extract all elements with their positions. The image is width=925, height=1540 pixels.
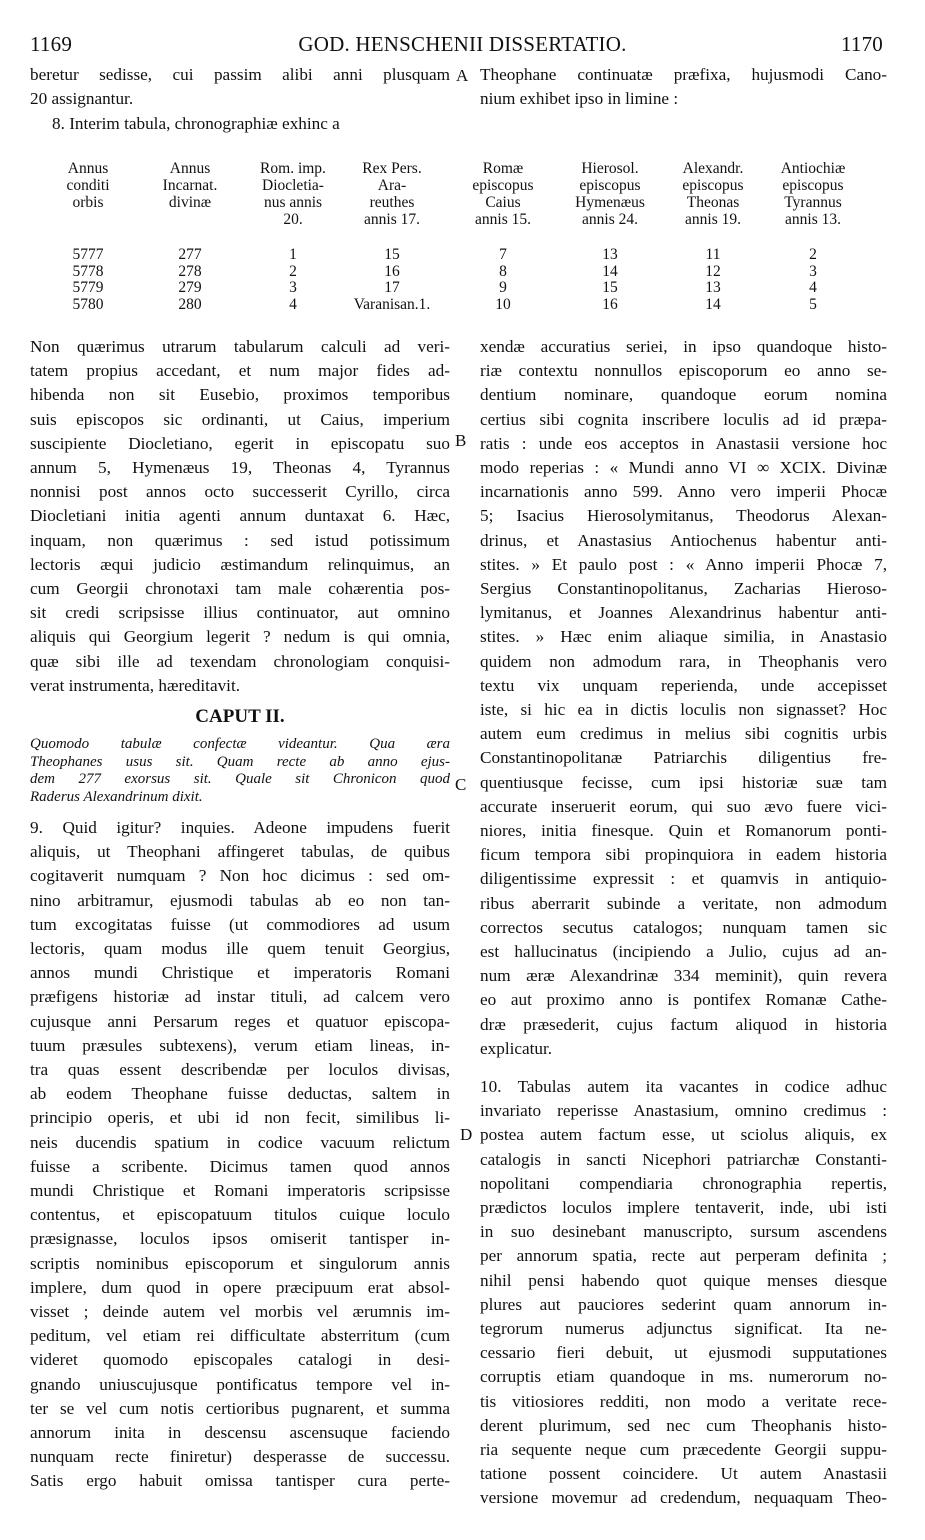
left-text-line: Diocletiani initia agenti annum duntaxat 6. Hæc, (30, 507, 450, 526)
right-text-line: dentium nominare, quandoque eorum nomina (480, 386, 887, 405)
table-cell: 2 (289, 262, 297, 280)
right-text-line: quentiusque fecisse, cum ipsi historiæ suæ tam (480, 773, 887, 792)
right-text-line: invariato reperisse Anastasium, omnino credimus : (480, 1102, 887, 1121)
right-text-line: explicatur. (480, 1039, 553, 1058)
table-header-cell: Ara- (377, 177, 407, 194)
left-text-line: implere, dum quod in opere præcipuum erat absol- (30, 1278, 450, 1297)
chapter-heading: CAPUT II. (195, 706, 285, 727)
left-text-line: scriptis nominibus episcoporum et singulorum annis (30, 1254, 450, 1273)
right-text-line: ria sequente neque cum præcedente Georgii suppu- (480, 1441, 887, 1459)
table-cell: 8 (499, 262, 507, 280)
table-cell: 14 (602, 262, 618, 280)
summary-line: dem 277 exorsus sit. Quale sit Chronicon quod (30, 772, 450, 787)
intro-left-line: 20 assignantur. (30, 90, 134, 108)
intro-right-line: nium exhibet ipso in limine : (480, 90, 679, 108)
table-cell: 5777 (72, 246, 104, 263)
left-text-line: quæ sibi ille ad texendam chronologiam conquisi- (30, 652, 450, 671)
left-text-line: Non quærimus utrarum tabularum calculi ad veri- (30, 338, 450, 356)
intro-left-line: 8. Interim tabula, chronographiæ exhinc a (52, 115, 340, 133)
table-header-cell: Caius (485, 194, 521, 211)
right-text-line: correctos secutus catalogos; nunquam tamen sic (480, 918, 887, 937)
left-text-line: cogitaverit numquam ? Non hoc dicimus : sed om- (30, 867, 450, 886)
right-text-line: 10. Tabulas autem ita vacantes in codice adhuc (480, 1078, 887, 1096)
right-text-line: tegrorum numerus adjunctus significat. Ita ne- (480, 1320, 887, 1338)
right-text-line: incarnationis anno 599. Anno vero imperii Phocæ (480, 483, 887, 502)
right-text-line: ficum tempora sibi propinquiora in eadem historia (480, 846, 887, 865)
table-cell: 17 (384, 279, 400, 296)
left-text-line: tatem propius accedant, et num major fides ad- (30, 362, 450, 381)
table-header-cell: Diocletia- (262, 177, 324, 194)
table-cell: 5779 (72, 279, 104, 296)
left-text-line: nino arbitramur, ejusmodi tabulas ab eo non tan- (30, 891, 450, 910)
left-text-line: cujusque anni Persarum reges et quatuor episcopa- (30, 1012, 450, 1031)
table-cell: 9 (499, 279, 507, 296)
table-header-cell: Alexandr. (682, 160, 744, 177)
right-text-line: stites. » Hæc enim aliaque similia, in Anastasio (480, 628, 887, 647)
right-text-line: nihil pensi habendo quot quique menses diesque (480, 1271, 887, 1290)
table-header-cell: Tyrannus (784, 194, 842, 211)
table-header-cell: Hymenæus (575, 194, 645, 211)
intro-left-line: beretur sedisse, cui passim alibi anni plusquam (30, 66, 450, 84)
right-text-line: quidem non admodum rara, in Theophanis vero (480, 652, 887, 671)
right-text-line: diligentissime expressit : et quamvis in antiquio- (480, 870, 887, 889)
left-text-line: cum Georgii chronotaxi tam male cohærentia pos- (30, 580, 450, 598)
right-text-line: catalogis in sancti Nicephori patriarchæ Constanti- (480, 1150, 887, 1169)
margin-marker-c: C (455, 775, 467, 794)
intro-right-line: Theophane continuatæ præfixa, hujusmodi Cano- (480, 66, 887, 84)
right-text-line: stites. » Et paulo post : « Anno imperii Phocæ 7, (480, 555, 887, 574)
table-header-cell: divinæ (168, 194, 212, 211)
left-text-line: fuisse a scribente. Dicimus tamen quod annos (30, 1157, 450, 1176)
left-text-line: præsignasse, loculos ipsos omiserit tantisper in- (30, 1230, 450, 1249)
table-cell: 5780 (72, 295, 104, 313)
page-number-left: 1169 (30, 32, 73, 56)
left-text-line: tra quas essent describendæ per loculos divisas, (30, 1061, 450, 1079)
left-text-line: hibenda non sit Eusebio, proximos temporibus (30, 386, 450, 405)
table-cell: 2 (809, 246, 817, 263)
margin-marker-b: B (455, 431, 467, 450)
table-header-cell: Annus (169, 160, 211, 177)
right-text-line: iste, si hic ea in dictis loculis non signasset? Hoc (480, 701, 887, 719)
right-text-line: riæ contextu nonnullos episcoporum eo anno se- (480, 362, 887, 381)
left-text-line: Satis ergo habuit omissa tantisper cura perte- (30, 1472, 450, 1491)
left-text-line: aliquis, ut Theophani affingeret tabulas, de quibus (30, 843, 450, 862)
right-text-line: corruptis etiam quandoque in ms. numerorum no- (480, 1368, 887, 1387)
left-text-line: tuum præsules subtexens), verum etiam lineas, in- (30, 1036, 450, 1055)
summary-line: Raderus Alexandrinum dixit. (30, 789, 203, 805)
right-text-line: accurate inseruerit eorum, qui suo ævo fuere vici- (480, 797, 887, 816)
table-header-cell: Rex Pers. (362, 160, 422, 177)
table-header-cell: reuthes (369, 194, 415, 211)
running-title: GOD. HENSCHENII DISSERTATIO. (298, 32, 627, 56)
table-header-cell: annis 15. (475, 211, 531, 228)
table-header-cell: Incarnat. (162, 177, 218, 194)
table-header-cell: orbis (72, 194, 104, 211)
right-text-line: per annorum spatia, recte aut perperam definita ; (480, 1247, 887, 1266)
left-text-line: principio operis, et ubi id non fecit, similibus li- (30, 1109, 450, 1128)
left-text-line: contentus, et episcopatuum titulos cuique loculo (30, 1206, 450, 1225)
left-text-line: lectoris æqui judicio æstimandum relinquimus, an (30, 555, 450, 574)
right-text-line: num æræ Alexandrinæ 334 meminit), quin revera (480, 967, 887, 986)
right-text-line: nopolitani compendiaria chronographia repertis, (480, 1174, 887, 1193)
right-text-line: postea autem factum esse, ut sciolus aliquis, ex (480, 1126, 887, 1145)
table-header-cell: Annus (67, 160, 109, 177)
left-text-line: inquam, non quærimus : sed istud potissimum (30, 531, 450, 550)
right-text-line: prædictos loculos implere tentaverit, inde, ubi isti (480, 1199, 887, 1217)
left-text-line: verat instrumenta, hæreditavit. (30, 676, 241, 695)
table-cell: 15 (384, 246, 400, 263)
left-text-line: suscipiente Diocletiano, egerit in episcopatu suo (30, 434, 450, 453)
table-header-cell: annis 13. (785, 211, 841, 228)
table-cell: 5778 (72, 262, 104, 280)
left-text-line: videret quomodo episcopales catalogi in desi- (30, 1351, 450, 1370)
table-cell: 4 (809, 279, 817, 296)
right-text-line: derent plurimum, sed nec cum Theophanis histo- (480, 1416, 887, 1435)
left-text-line: annum 5, Hymenæus 19, Theonas 4, Tyrannus (30, 459, 450, 477)
table-cell: 13 (705, 279, 721, 296)
left-text-line: suis episcopos sic ordinanti, ut Caius, imperium (30, 410, 450, 429)
table-header-cell: Romæ (482, 160, 524, 177)
canon-table (0, 160, 925, 320)
table-header-cell: nus annis (263, 194, 323, 211)
table-cell: 14 (705, 295, 721, 313)
right-text-line: ratis : unde eos acceptos in Anastasii versione hoc (480, 434, 887, 453)
table-header-cell: Antiochiæ (780, 160, 846, 177)
table-header-cell: Rom. imp. (260, 160, 326, 177)
table-cell: 3 (809, 262, 817, 280)
table-cell: 11 (705, 246, 721, 263)
left-text-line: annorum inita in descensu ascensuque faciendo (30, 1424, 450, 1442)
table-header-cell: annis 24. (582, 211, 638, 228)
table-header-cell: episcopus (472, 177, 534, 194)
table-cell: 280 (178, 295, 202, 313)
page-number-right: 1170 (840, 32, 883, 56)
summary-line: Quomodo tabulæ confectæ videantur. Qua æra (30, 737, 450, 752)
right-text-line: autem eum credimus in melius sibi cognitis urbis (480, 725, 887, 744)
margin-marker-a: A (456, 66, 469, 85)
table-cell: 16 (384, 262, 400, 280)
left-text-line: ab eodem Theophane fuisse deductas, saltem in (30, 1085, 450, 1104)
right-text-line: certius sibi cognita inscribere loculis ad id præpa- (480, 410, 887, 429)
table-cell: 1 (289, 246, 297, 263)
table-cell: 7 (499, 246, 507, 263)
right-text-line: in suo desinebant manuscripto, sursum ascendens (480, 1223, 887, 1242)
table-header-cell: episcopus (682, 177, 744, 194)
right-text-line: niores, initia finesque. Quin et Romanorum ponti- (480, 822, 887, 840)
right-text-line: versione movemur ad credendum, nequaquam Theo- (480, 1489, 887, 1508)
table-cell: 5 (809, 295, 817, 313)
left-text-line: aliquis qui Georgium legerit ? nedum is qui omnia, (30, 628, 450, 647)
margin-marker-d: D (460, 1125, 473, 1144)
table-header-cell: annis 17. (364, 211, 420, 228)
table-cell: 15 (602, 279, 618, 296)
summary-line: Theophanes usus sit. Quam recte ab anno ejus- (30, 754, 450, 770)
right-text-line: ribus aberrarit subinde a veritate, non admodum (480, 894, 887, 913)
right-text-line: Sergius Constantinopolitanus, Zacharias Hieroso- (480, 580, 887, 598)
left-text-line: peditum, vel etiam rei difficultate absterritum (cum (30, 1327, 450, 1346)
right-text-line: lymitanus, et Joannes Alexandrinus habentur anti- (480, 604, 887, 623)
right-text-line: cessario fieri debuit, ut ejusmodi supputationes (480, 1344, 887, 1363)
right-text-line: drinus, et Anastasius Antiochenus habentur anti- (480, 531, 887, 550)
right-text-line: tatione possent coincidere. Ut autem Anastasii (480, 1465, 887, 1484)
left-text-line: mundi Christique et Romani imperatoris scripsisse (30, 1182, 450, 1200)
table-header-cell: annis 19. (685, 211, 741, 228)
left-text-line: visset ; deinde autem vel morbis vel ærumnis im- (30, 1303, 450, 1321)
left-text-line: ter se vel cum notis certioribus pugnarent, et summa (30, 1399, 450, 1418)
table-cell: 277 (178, 246, 202, 263)
right-text-line: Constantinopolitanæ Patriarchis diligentius fre- (480, 749, 887, 768)
left-text-line: annos mundi Christique et imperatoris Romani (30, 964, 450, 983)
right-text-line: tis vitiosiores redditi, non modo a veritate rece- (480, 1392, 887, 1411)
right-text-line: textu vix unquam reperienda, unde accepisset (480, 676, 887, 695)
right-text-line: 5; Isacius Hierosolymitanus, Theodorus Alexan- (480, 507, 887, 526)
right-text-line: est hallucinatus (incipiendo a Julio, cujus ad an- (480, 943, 887, 961)
left-text-line: præfigens historiæ ad instar tituli, ad calcem vero (30, 988, 450, 1007)
table-cell: 4 (289, 295, 297, 313)
left-text-line: gnando uniuscujusque pontificatus tempore vel in- (30, 1375, 450, 1394)
left-text-line: 9. Quid igitur? inquies. Adeone impudens fuerit (30, 819, 450, 837)
table-cell: 278 (178, 262, 202, 280)
table-header-cell: Hierosol. (581, 160, 639, 177)
left-text-line: lectoris, quam modus ille quem tenuit Georgius, (30, 940, 450, 958)
table-header-cell: Theonas (686, 194, 740, 211)
left-text-line: neis ducendis spatium in codice vacuum relictum (30, 1133, 450, 1152)
table-header-cell: 20. (283, 211, 303, 228)
table-cell: 16 (602, 295, 618, 313)
table-cell: 12 (705, 262, 721, 280)
table-cell: 3 (289, 279, 297, 296)
right-text-line: modo reperias : « Mundi anno VI ∞ XCIX. Divinæ (480, 459, 887, 477)
right-text-line: plures aut pauciores sederint quam annorum in- (480, 1295, 887, 1314)
table-header-cell: conditi (66, 177, 110, 194)
right-text-line: eo aut proximo anno is pontifex Romanæ Cathe- (480, 991, 887, 1010)
table-header-cell: episcopus (579, 177, 641, 194)
table-cell: 13 (602, 246, 618, 263)
left-text-line: sit credi scripsisse illius continuator, aut omnino (30, 604, 450, 623)
left-text-line: nunquam recte finiretur) desperasse de successu. (30, 1448, 450, 1467)
table-cell: 10 (495, 295, 511, 313)
right-text-line: dræ præsederit, cujus factum aliquod in historia (480, 1015, 887, 1034)
table-header-cell: episcopus (782, 177, 844, 194)
table-cell: 279 (178, 279, 202, 296)
left-text-line: nonnisi post annos octo successerit Cyrillo, circa (30, 483, 450, 502)
left-text-line: tum excogitatas fuisse (ut commodiores ad usum (30, 915, 450, 934)
table-cell: Varanisan.1. (353, 295, 431, 313)
right-text-line: xendæ accuratius seriei, in ipso quandoque histo- (480, 338, 887, 356)
